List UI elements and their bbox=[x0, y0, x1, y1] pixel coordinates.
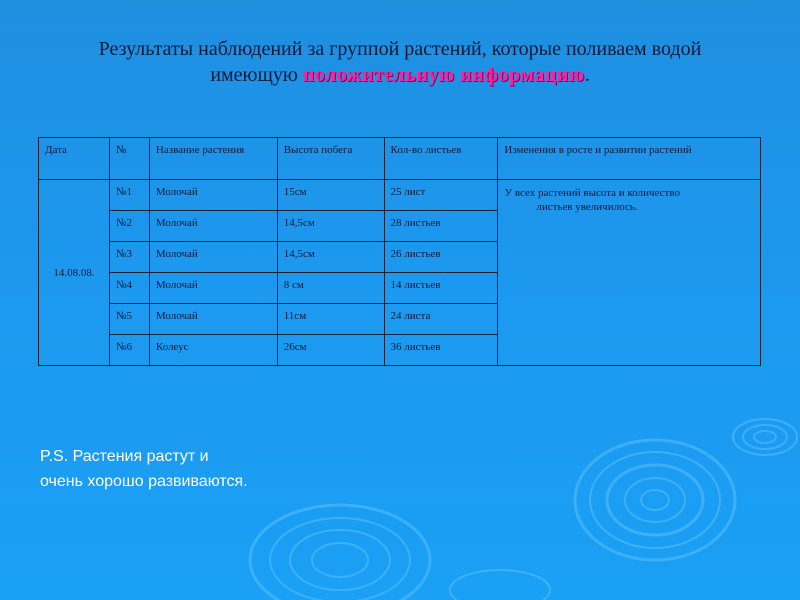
changes-line-2: листьев увеличилось. bbox=[536, 201, 638, 213]
title-prefix: имеющую bbox=[210, 64, 303, 86]
row-number: №5 bbox=[109, 304, 149, 335]
title-highlight: положительную информацию bbox=[302, 64, 585, 86]
plant-name: Молочай bbox=[149, 304, 277, 335]
leaf-count: 14 листьев bbox=[384, 273, 498, 304]
plant-name: Молочай bbox=[149, 273, 277, 304]
row-number: №4 bbox=[109, 273, 149, 304]
ps-line-1: P.S. Растения растут и bbox=[40, 448, 209, 465]
changes-cell bbox=[498, 180, 761, 366]
leaf-count: 26 листьев bbox=[384, 242, 498, 273]
plant-name: Молочай bbox=[149, 211, 277, 242]
row-number: №1 bbox=[109, 180, 149, 211]
title-line-2 bbox=[40, 62, 760, 88]
plant-height: 14,5см bbox=[277, 242, 384, 273]
header-plant-name: Название растения bbox=[149, 138, 277, 180]
changes-line-1: У всех растений высота и количество bbox=[504, 187, 680, 199]
header-leaves: Кол-во листьев bbox=[384, 138, 498, 180]
plant-height: 14,5см bbox=[277, 211, 384, 242]
ps-line-2: очень хорошо развиваются. bbox=[40, 473, 248, 490]
row-number: №6 bbox=[109, 335, 149, 366]
plant-height: 8 см bbox=[277, 273, 384, 304]
row-number: №3 bbox=[109, 242, 149, 273]
table-row bbox=[39, 180, 761, 211]
header-number: № bbox=[109, 138, 149, 180]
leaf-count: 24 листа bbox=[384, 304, 498, 335]
row-number: №2 bbox=[109, 211, 149, 242]
plant-height: 11см bbox=[277, 304, 384, 335]
title-line-1: Результаты наблюдений за группой растений, которые поливаем водой bbox=[98, 38, 702, 60]
header-date: Дата bbox=[39, 138, 110, 180]
plant-name: Колеус bbox=[149, 335, 277, 366]
plant-name: Молочай bbox=[149, 242, 277, 273]
ps-note bbox=[40, 444, 248, 494]
observations-table bbox=[38, 137, 761, 366]
plant-height: 26см bbox=[277, 335, 384, 366]
title-suffix: . bbox=[584, 64, 590, 86]
leaf-count: 28 листьев bbox=[384, 211, 498, 242]
date-cell: 14.08.08. bbox=[39, 180, 110, 366]
plant-height: 15см bbox=[277, 180, 384, 211]
leaf-count: 25 лист bbox=[384, 180, 498, 211]
header-changes: Изменения в росте и развитии растений bbox=[498, 138, 761, 180]
leaf-count: 36 листьев bbox=[384, 335, 498, 366]
slide-title bbox=[40, 36, 760, 88]
table-header-row bbox=[39, 138, 761, 180]
header-height: Высота побега bbox=[277, 138, 384, 180]
plant-name: Молочай bbox=[149, 180, 277, 211]
